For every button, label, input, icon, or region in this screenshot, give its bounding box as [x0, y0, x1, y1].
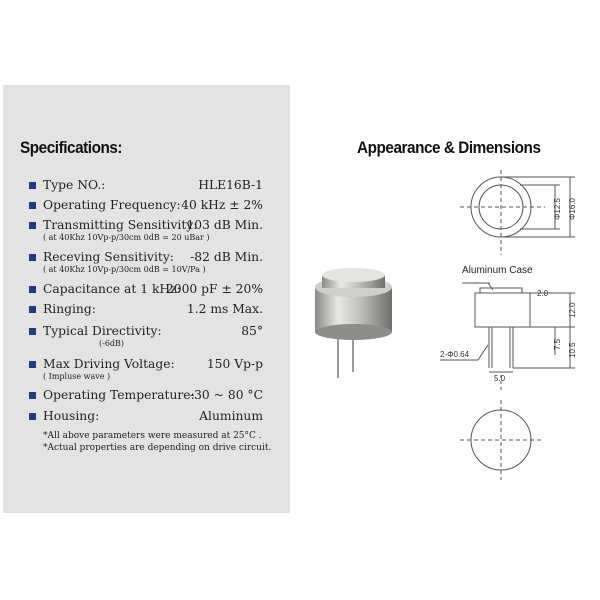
spec-label: Max Driving Voltage: [43, 357, 175, 371]
side-view [440, 283, 575, 390]
spec-value: Aluminum [199, 409, 263, 423]
pin-inset-dimension: 7.5 [553, 338, 562, 350]
spec-label: Capacitance at 1 kHz: [43, 282, 181, 296]
appearance-title: Appearance & Dimensions [357, 138, 541, 157]
outer-diameter: Φ16.0 [568, 198, 577, 220]
height-dimension: 12.0 [568, 302, 577, 318]
inner-diameter: Φ12.5 [553, 198, 562, 220]
note-2: *Actual properties are depending on drive circuit. [43, 443, 272, 453]
spec-note: ( at 40Khz 10Vp-p/30cm 0dB = 10V/Pa ) [43, 265, 206, 274]
bottom-view [460, 400, 542, 480]
spec-note: ( at 40Khz 10Vp-p/30cm 0dB = 20 uBar ) [43, 233, 210, 242]
spec-value: 40 kHz ± 2% [181, 198, 263, 212]
spec-label: Typical Directivity: [43, 324, 162, 338]
specifications-title: Specifications: [20, 138, 123, 157]
note-1: *All above parameters were measured at 25°C . [43, 431, 262, 441]
spec-value: 2000 pF ± 20% [165, 282, 263, 296]
spec-note: (-6dB) [99, 339, 125, 348]
pin-pitch-dimension: 5.0 [494, 374, 506, 383]
spec-note: ( Impluse wave ) [43, 372, 111, 381]
spec-label: Housing: [43, 409, 100, 423]
aluminum-case-label: Aluminum Case [462, 265, 533, 276]
pin-length-dimension: 10.5 [568, 342, 577, 358]
pin-diameter-dimension: 2-Φ0.64 [440, 350, 470, 359]
spec-label: Operating Frequency: [43, 198, 181, 212]
spec-value: 85° [241, 324, 263, 338]
spec-label: Receving Sensitivity: [43, 250, 174, 264]
spec-value: 1.2 ms Max. [186, 302, 263, 316]
spec-label: Transmitting Sensitivity: [43, 218, 198, 232]
spec-label: Operating Temperature: [43, 388, 195, 402]
spec-value: 103 dB Min. [186, 218, 263, 232]
spec-label: Type NO.: [43, 178, 106, 192]
transducer-photo [315, 268, 392, 378]
spec-value: 150 Vp-p [206, 357, 263, 371]
spec-label: Ringing: [43, 302, 96, 316]
cap-dimension: 2.0 [537, 289, 549, 298]
spec-value: -82 dB Min. [190, 250, 263, 264]
spec-value: HLE16B-1 [198, 178, 263, 192]
spec-value: -30 ~ 80 °C [189, 388, 263, 402]
